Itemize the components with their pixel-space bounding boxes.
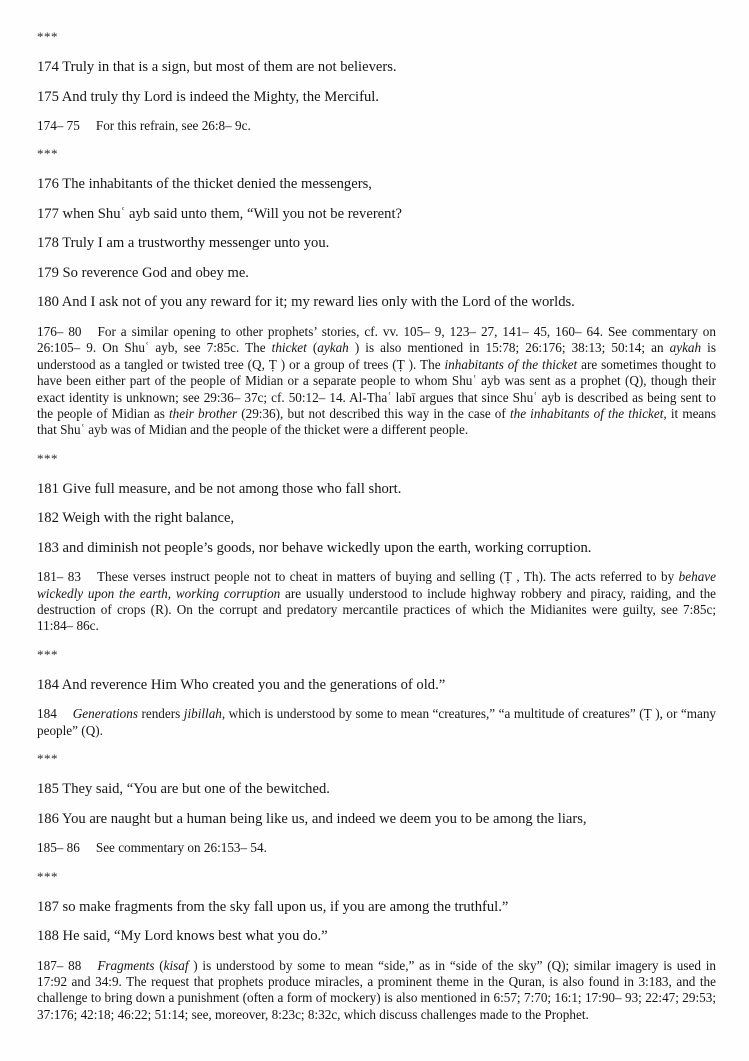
verse-line-180: 180 And I ask not of you any reward for it; my reward lies only with the Lord of the worlds.: [37, 294, 575, 311]
commentary-text: ) is also mentioned in 15:78; 26:176; 38:13; 50:14; an: [348, 340, 670, 356]
commentary-text: are usually understood to include highway robbery and piracy, raiding, and the destruction of crops (R). On the corrupt and predatory mercantile practices of which the Midianites were guilty, see 7:85c; 11:84– 86c.: [37, 585, 717, 634]
verse-line-188: 188 He said, “My Lord knows best what you do.”: [37, 928, 328, 945]
section-separator: ***: [37, 29, 58, 44]
section-separator: ***: [37, 146, 58, 162]
commentary-185-86: [37, 840, 716, 856]
commentary-text: ) is understood by some to mean “side,” as in “side of the sky” (Q); similar imagery is used in 17:92 and 34:9. The request that prophets produce miracles, a prominent theme in the Quran, is also found in 3:183, and the challenge to bring down a punishment (often a form of mockery) is also mentioned in 6:57; 7:70; 16:1; 17:90– 93; 22:47; 29:53; 37:176; 42:18; 46:22; 51:14; see, moreover, 8:23c; 8:32c, which discuss challenges made to the Prophet.: [37, 957, 716, 1022]
commentary-italic-thicket: thicket: [271, 340, 307, 356]
commentary-italic-generations: Generations: [72, 706, 138, 722]
commentary-italic-aykah: aykah: [317, 340, 349, 356]
commentary-ref: 185– 86: [37, 840, 80, 856]
page-content-column: [37, 30, 716, 1036]
commentary-174-75: [37, 118, 716, 134]
commentary-italic-inhabitants: inhabitants of the thicket: [444, 356, 578, 372]
commentary-italic-behave-wickedly: behave wickedly upon the earth, working corruption: [37, 569, 717, 601]
commentary-text: (29:36), but not described this way in the case of: [237, 405, 510, 421]
commentary-italic-aykah-2: aykah: [669, 340, 702, 356]
section-separator: ***: [37, 646, 58, 662]
commentary-italic-jibillah: jibillah,: [183, 706, 226, 722]
commentary-text: are sometimes thought to have been either part of the people of Midian or a separate people to whom Shuʿ ayb was sent as a prophet (Q), though their exact identity is unknown; see 29:36– 37c; cf. 50:12– 14. Al-Thaʿ labī argues that since Shuʿ ayb is described as being sent to the people of Midian as: [37, 356, 716, 421]
commentary-ref: 174– 75: [37, 118, 80, 133]
section-separator: ***: [37, 450, 58, 466]
section-separator: ***: [37, 751, 58, 767]
commentary-italic-kisaf: kisaf: [163, 957, 189, 973]
commentary-ref: 184: [37, 706, 57, 722]
commentary-187-88: [37, 958, 716, 1024]
verse-line-185: 185 They said, “You are but one of the bewitched.: [37, 781, 330, 798]
verse-line-176: 176 The inhabitants of the thicket denied the messengers,: [37, 176, 372, 193]
verse-line-184: 184 And reverence Him Who created you and the generations of old.”: [37, 676, 446, 693]
commentary-text: is understood as a tangled or twisted tree (Q, Ṭ ) or a group of trees (Ṭ ). The: [37, 340, 716, 372]
verse-line-186: 186 You are naught but a human being like us, and indeed we deem you to be among the liars,: [37, 810, 587, 827]
verse-line-178: 178 Truly I am a trustworthy messenger unto you.: [37, 235, 330, 252]
commentary-181-83: [37, 569, 716, 635]
commentary-176-80: [37, 324, 716, 439]
commentary-ref: 187– 88: [37, 957, 82, 973]
commentary-text: (: [154, 957, 164, 973]
commentary-text: it means that Shuʿ ayb was of Midian and the people of the thicket were a different people.: [37, 405, 717, 438]
commentary-text: which is understood by some to mean “creatures,” “a multitude of creatures” (Ṭ ), or “many people” (Q).: [37, 706, 717, 738]
commentary-text: For a similar opening to other prophets’ stories, cf. vv. 105– 9, 123– 27, 141– 45, 160– 64. See commentary on 26:105– 9. On Shuʿ ayb, see 7:85c. The: [37, 323, 716, 356]
commentary-italic-fragments: Fragments: [97, 957, 155, 973]
commentary-text: These verses instruct people not to cheat in matters of buying and selling (Ṭ , Th). The acts referred to by: [97, 569, 679, 585]
verse-line-177: 177 when Shuʿ ayb said unto them, “Will you not be reverent?: [37, 205, 402, 222]
commentary-184: [37, 706, 716, 739]
commentary-text: For this refrain, see 26:8– 9c.: [95, 118, 251, 133]
commentary-italic-inhabitants-2: the inhabitants of the thicket,: [509, 405, 667, 421]
commentary-text: renders: [137, 706, 184, 722]
commentary-text: (: [306, 340, 318, 356]
verse-line-179: 179 So reverence God and obey me.: [37, 264, 249, 281]
commentary-text: See commentary on 26:153– 54.: [95, 840, 267, 856]
section-separator: ***: [37, 868, 58, 884]
verse-line-183: 183 and diminish not people’s goods, nor behave wickedly upon the earth, working corruption.: [37, 539, 592, 556]
verse-line-182: 182 Weigh with the right balance,: [37, 510, 235, 527]
verse-line-187: 187 so make fragments from the sky fall upon us, if you are among the truthful.”: [37, 898, 509, 915]
commentary-italic-their-brother: their brother: [168, 405, 238, 421]
commentary-ref: 181– 83: [37, 569, 81, 585]
verse-line-174: 174 Truly in that is a sign, but most of them are not believers.: [37, 59, 397, 75]
verse-line-175: 175 And truly thy Lord is indeed the Mighty, the Merciful.: [37, 88, 379, 105]
verse-line-181: 181 Give full measure, and be not among those who fall short.: [37, 480, 402, 497]
commentary-ref: 176– 80: [37, 323, 82, 339]
